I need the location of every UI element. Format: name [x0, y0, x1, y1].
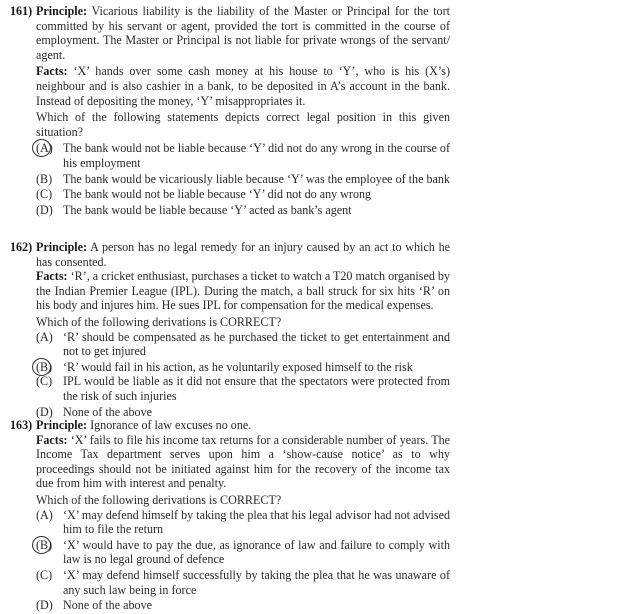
option-a[interactable]: [36, 141, 450, 170]
option-text: None of the above: [63, 404, 152, 419]
question-prompt: Which of the following derivations is CORRECT?: [36, 314, 282, 329]
option-letter: (D): [36, 202, 53, 217]
option-text: None of the above: [63, 598, 152, 613]
facts-label: Facts:: [36, 432, 68, 447]
question-number: 162): [10, 240, 33, 254]
option-a[interactable]: [36, 330, 450, 359]
option-text: ‘X’ would have to pay the due, as ignorance of law and failure to comply with law is no legal ground of defence: [63, 537, 450, 567]
question-161: [10, 4, 450, 218]
option-letter: (C): [36, 374, 53, 389]
option-c[interactable]: [36, 374, 450, 403]
option-d[interactable]: [36, 598, 450, 613]
option-d[interactable]: [36, 203, 450, 218]
option-letter: (B): [36, 359, 53, 374]
answer-circle-mark: [32, 536, 51, 554]
option-a[interactable]: [36, 508, 450, 537]
option-letter: (C): [36, 567, 53, 582]
option-b[interactable]: [36, 172, 450, 187]
option-letter: (A): [36, 141, 53, 156]
option-letter: (D): [36, 404, 53, 419]
facts-text: ‘X’ hands over some cash money at his house to ‘Y’, who is his (X’s) neighbour and is also cashier in a bank, to be deposited in A’s account in the bank. Instead of depositing the money, ‘Y’ misappropriates it.: [36, 64, 450, 108]
option-letter: (B): [36, 171, 53, 186]
option-letter: (D): [36, 598, 53, 613]
option-text: The bank would not be liable because ‘Y’ did not do any wrong in the course of his employment: [63, 141, 450, 170]
option-text: The bank would be liable because ‘Y’ acted as bank’s agent: [63, 202, 352, 217]
option-d[interactable]: [36, 405, 450, 420]
facts-label: Facts:: [36, 269, 68, 284]
question-prompt: Which of the following derivations is CORRECT?: [36, 492, 282, 507]
principle-text: Vicarious liability is the liability of the Master or Principal for the tort committed by his servant or agent, provided the tort is committed in the course of employment. The Master or Principal is not liable for private wrongs of the servant/ agent.: [36, 4, 450, 62]
option-letter: (C): [36, 187, 53, 202]
facts-text: ‘R’, a cricket enthusiast, purchases a ticket to watch a T20 match organised by the Indian Premier League (IPL). During the match, a ball struck for six hits ‘R’ on his body and injures him. He sues IPL for compensation for the medical expenses.: [36, 269, 450, 313]
option-text: ‘X’ may defend himself successfully by taking the plea that he was unaware of any such law being in force: [63, 567, 450, 597]
options-list: [36, 330, 450, 420]
question-number: 161): [10, 4, 33, 18]
principle-text: Ignorance of law excuses no one.: [90, 418, 252, 432]
question-number: 163): [10, 418, 33, 432]
option-letter: (B): [36, 537, 53, 552]
options-list: [36, 141, 450, 217]
principle-text: A person has no legal remedy for an injury caused by an act to which he has consented.: [36, 240, 450, 269]
principle-label: Principle:: [36, 240, 88, 254]
facts-text: ‘X’ fails to file his income tax returns for a considerable number of years. The Income Tax department serves upon him a ‘show-cause notice’ as to why proceedings should not be initiated against him for the recovery of the income tax due from him with interest and penalty.: [36, 432, 450, 491]
option-text: ‘X’ may defend himself by taking the plea that his legal advisor had not advised him to file the return: [63, 507, 450, 537]
option-letter: (A): [36, 507, 53, 522]
principle-label: Principle:: [36, 418, 88, 432]
question-prompt: Which of the following statements depicts correct legal position in this given situation?: [36, 110, 450, 139]
option-c[interactable]: [36, 568, 450, 597]
options-list: [36, 508, 450, 613]
answer-circle-mark: [32, 358, 51, 376]
principle-label: Principle:: [36, 4, 88, 18]
option-text: ‘R’ would fail in his action, as he voluntarily exposed himself to the risk: [63, 359, 413, 374]
question-162: [10, 240, 450, 420]
option-text: ‘R’ should be compensated as he purchased the ticket to get entertainment and not to get injured: [63, 329, 450, 359]
option-text: The bank would not be liable because ‘Y’ did not do any wrong: [63, 187, 372, 202]
option-text: The bank would be vicariously liable because ‘Y’ was the employee of the bank: [63, 171, 450, 186]
option-text: IPL would be liable as it did not ensure that the spectators were protected from the risk of such injuries: [63, 374, 450, 403]
option-b[interactable]: [36, 538, 450, 567]
option-letter: (A): [36, 329, 53, 344]
facts-label: Facts:: [36, 64, 68, 79]
option-b[interactable]: [36, 360, 450, 375]
question-163: [10, 418, 450, 614]
option-c[interactable]: [36, 187, 450, 202]
